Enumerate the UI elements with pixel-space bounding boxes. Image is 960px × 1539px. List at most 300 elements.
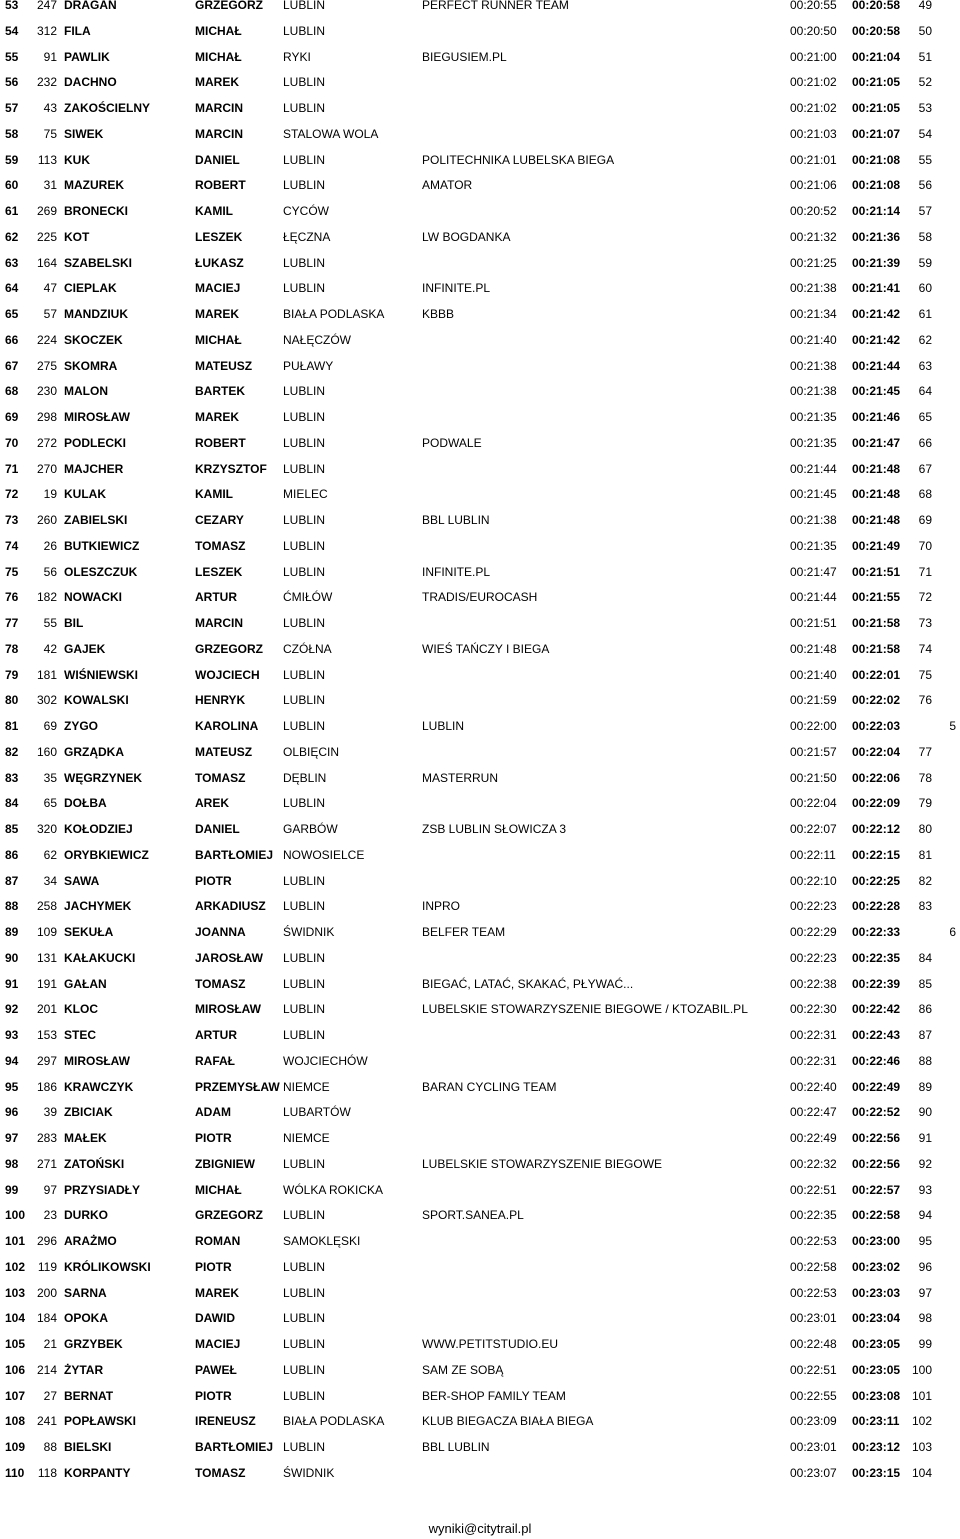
net-time-cell: 00:21:59 xyxy=(790,693,837,708)
table-row xyxy=(0,75,960,95)
first-name-cell: MICHAŁ xyxy=(195,1182,242,1197)
category-position-cell: 5 xyxy=(949,719,956,733)
table-row xyxy=(0,410,960,430)
last-name-cell: KOŁODZIEJ xyxy=(64,822,133,836)
position-cell: 59 xyxy=(5,152,19,167)
first-name-cell: MARCIN xyxy=(195,101,243,115)
first-name-cell: MICHAŁ xyxy=(195,332,242,347)
position-cell: 82 xyxy=(5,744,19,759)
gross-time-cell: 00:22:33 xyxy=(852,925,901,939)
position-cell: 100 xyxy=(5,1208,26,1223)
position-cell: 80 xyxy=(5,693,19,708)
table-row xyxy=(0,1131,960,1151)
net-time-cell: 00:21:44 xyxy=(790,461,837,476)
position-cell: 106 xyxy=(5,1362,26,1377)
category-position-cell: 89 xyxy=(918,1079,932,1094)
table-row xyxy=(0,1363,960,1383)
first-name-cell: JAROSŁAW xyxy=(195,950,264,965)
gross-time-cell: 00:23:05 xyxy=(852,1337,901,1351)
club-cell: BER-SHOP FAMILY TEAM xyxy=(422,1388,566,1403)
last-name-cell: DURKO xyxy=(64,1208,108,1223)
city-cell: WÓLKA ROKICKA xyxy=(283,1182,384,1197)
first-name-cell: ROBERT xyxy=(195,435,246,450)
table-row xyxy=(0,487,960,507)
first-name-cell: HENRYK xyxy=(195,693,246,708)
first-name-cell: KAMIL xyxy=(195,204,233,218)
table-row xyxy=(0,127,960,147)
table-row xyxy=(0,822,960,842)
net-time-cell: 00:21:02 xyxy=(790,75,837,90)
last-name-cell: ORYBKIEWICZ xyxy=(64,847,149,862)
position-cell: 76 xyxy=(5,590,19,605)
position-cell: 87 xyxy=(5,873,19,888)
city-cell: NIEMCE xyxy=(283,1131,330,1145)
gross-time-cell: 00:22:49 xyxy=(852,1079,901,1094)
city-cell: LUBLIN xyxy=(283,1259,326,1274)
category-position-cell: 77 xyxy=(918,744,932,759)
position-cell: 55 xyxy=(5,49,19,64)
gross-time-cell: 00:22:09 xyxy=(852,796,901,811)
category-position-cell: 104 xyxy=(911,1465,932,1480)
gross-time-cell: 00:22:15 xyxy=(852,847,901,862)
position-cell: 64 xyxy=(5,281,19,296)
table-row xyxy=(0,153,960,173)
net-time-cell: 00:23:07 xyxy=(790,1465,837,1480)
bib-number-cell: 269 xyxy=(36,204,57,218)
table-row xyxy=(0,745,960,765)
first-name-cell: PIOTR xyxy=(195,873,232,888)
table-row xyxy=(0,1414,960,1434)
position-cell: 74 xyxy=(5,538,19,553)
city-cell: LUBLIN xyxy=(283,410,326,424)
table-row xyxy=(0,462,960,482)
table-row xyxy=(0,771,960,791)
last-name-cell: SIWEK xyxy=(64,126,104,141)
club-cell: LUBLIN xyxy=(422,719,465,733)
category-position-cell: 92 xyxy=(918,1156,932,1171)
city-cell: LUBLIN xyxy=(283,1156,326,1171)
net-time-cell: 00:20:55 xyxy=(790,0,837,12)
position-cell: 75 xyxy=(5,564,19,579)
category-position-cell: 64 xyxy=(918,384,932,399)
first-name-cell: PAWEŁ xyxy=(195,1362,237,1377)
position-cell: 53 xyxy=(5,0,19,12)
city-cell: MIELEC xyxy=(283,487,328,502)
bib-number-cell: 302 xyxy=(36,693,57,708)
first-name-cell: BARTEK xyxy=(195,384,245,399)
bib-number-cell: 201 xyxy=(36,1002,57,1017)
bib-number-cell: 271 xyxy=(36,1156,57,1171)
table-row xyxy=(0,1028,960,1048)
bib-number-cell: 91 xyxy=(43,49,57,64)
gross-time-cell: 00:22:56 xyxy=(852,1156,901,1171)
city-cell: NAŁĘCZÓW xyxy=(283,332,352,347)
city-cell: LUBLIN xyxy=(283,1208,326,1223)
table-row xyxy=(0,539,960,559)
city-cell: CYCÓW xyxy=(283,204,329,218)
table-row xyxy=(0,796,960,816)
gross-time-cell: 00:21:42 xyxy=(852,307,901,321)
last-name-cell: OPOKA xyxy=(64,1311,109,1326)
bib-number-cell: 186 xyxy=(36,1079,57,1094)
first-name-cell: TOMASZ xyxy=(195,976,246,991)
table-row xyxy=(0,565,960,585)
first-name-cell: DANIEL xyxy=(195,152,240,167)
club-cell: ZSB LUBLIN SŁOWICZA 3 xyxy=(422,822,567,836)
club-cell: AMATOR xyxy=(422,178,473,193)
first-name-cell: BARTŁOMIEJ xyxy=(195,847,273,862)
table-row xyxy=(0,874,960,894)
position-cell: 81 xyxy=(5,719,19,733)
position-cell: 104 xyxy=(5,1311,26,1326)
club-cell: SAM ZE SOBĄ xyxy=(422,1362,504,1377)
position-cell: 98 xyxy=(5,1156,19,1171)
gross-time-cell: 00:21:49 xyxy=(852,538,901,553)
first-name-cell: PIOTR xyxy=(195,1388,232,1403)
net-time-cell: 00:22:58 xyxy=(790,1259,837,1274)
gross-time-cell: 00:23:08 xyxy=(852,1388,901,1403)
city-cell: LUBLIN xyxy=(283,950,326,965)
first-name-cell: IRENEUSZ xyxy=(195,1414,256,1429)
net-time-cell: 00:22:04 xyxy=(790,796,837,811)
last-name-cell: BERNAT xyxy=(64,1388,114,1403)
city-cell: GARBÓW xyxy=(283,822,338,836)
bib-number-cell: 230 xyxy=(36,384,57,399)
first-name-cell: BARTŁOMIEJ xyxy=(195,1440,273,1454)
position-cell: 92 xyxy=(5,1002,19,1017)
last-name-cell: WIŚNIEWSKI xyxy=(64,667,138,682)
category-position-cell: 61 xyxy=(918,307,932,321)
category-position-cell: 50 xyxy=(918,23,932,38)
category-position-cell: 85 xyxy=(918,976,932,991)
bib-number-cell: 260 xyxy=(36,513,57,527)
table-row xyxy=(0,256,960,276)
last-name-cell: ZAKOŚCIELNY xyxy=(64,101,151,115)
net-time-cell: 00:22:07 xyxy=(790,822,837,836)
position-cell: 109 xyxy=(5,1440,26,1454)
first-name-cell: MACIEJ xyxy=(195,281,241,296)
first-name-cell: LESZEK xyxy=(195,229,243,244)
gross-time-cell: 00:22:56 xyxy=(852,1131,901,1145)
table-row xyxy=(0,925,960,945)
table-row xyxy=(0,1183,960,1203)
position-cell: 54 xyxy=(5,23,19,38)
category-position-cell: 72 xyxy=(918,590,932,605)
last-name-cell: PODLECKI xyxy=(64,435,127,450)
net-time-cell: 00:21:44 xyxy=(790,590,837,605)
club-cell: INFINITE.PL xyxy=(422,564,491,579)
city-cell: SAMOKLĘSKI xyxy=(283,1234,361,1248)
last-name-cell: ZYGO xyxy=(64,719,99,733)
bib-number-cell: 35 xyxy=(43,770,57,785)
last-name-cell: MIROSŁAW xyxy=(64,410,130,424)
table-row xyxy=(0,230,960,250)
city-cell: LUBLIN xyxy=(283,1337,326,1351)
city-cell: ĆMIŁÓW xyxy=(283,590,333,605)
city-cell: LUBARTÓW xyxy=(283,1105,351,1120)
first-name-cell: MARCIN xyxy=(195,616,243,630)
club-cell: SPORT.SANEA.PL xyxy=(422,1208,524,1223)
last-name-cell: BIELSKI xyxy=(64,1440,112,1454)
city-cell: LUBLIN xyxy=(283,178,326,193)
first-name-cell: MIROSŁAW xyxy=(195,1002,261,1017)
category-position-cell: 78 xyxy=(918,770,932,785)
gross-time-cell: 00:23:02 xyxy=(852,1259,901,1274)
gross-time-cell: 00:23:00 xyxy=(852,1234,901,1248)
first-name-cell: MAREK xyxy=(195,307,239,321)
last-name-cell: DRAGAN xyxy=(64,0,117,12)
first-name-cell: MAREK xyxy=(195,410,239,424)
city-cell: LUBLIN xyxy=(283,1028,326,1042)
last-name-cell: DOŁBA xyxy=(64,796,107,811)
first-name-cell: WOJCIECH xyxy=(195,667,260,682)
category-position-cell: 83 xyxy=(918,899,932,914)
table-row xyxy=(0,668,960,688)
table-row xyxy=(0,1311,960,1331)
first-name-cell: ŁUKASZ xyxy=(195,255,244,270)
position-cell: 105 xyxy=(5,1337,26,1351)
city-cell: LUBLIN xyxy=(283,1311,326,1326)
net-time-cell: 00:21:38 xyxy=(790,384,837,399)
category-position-cell: 62 xyxy=(918,332,932,347)
city-cell: LUBLIN xyxy=(283,152,326,167)
last-name-cell: KORPANTY xyxy=(64,1465,131,1480)
net-time-cell: 00:21:25 xyxy=(790,255,837,270)
gross-time-cell: 00:21:05 xyxy=(852,75,901,90)
city-cell: LUBLIN xyxy=(283,75,326,90)
category-position-cell: 82 xyxy=(918,873,932,888)
bib-number-cell: 55 xyxy=(43,616,57,630)
gross-time-cell: 00:23:11 xyxy=(852,1414,900,1429)
net-time-cell: 00:23:01 xyxy=(790,1311,837,1326)
category-position-cell: 95 xyxy=(918,1234,932,1248)
last-name-cell: MAŁEK xyxy=(64,1131,107,1145)
club-cell: POLITECHNIKA LUBELSKA BIEGA xyxy=(422,152,615,167)
last-name-cell: OLESZCZUK xyxy=(64,564,138,579)
bib-number-cell: 57 xyxy=(43,307,57,321)
gross-time-cell: 00:22:02 xyxy=(852,693,901,708)
category-position-cell: 93 xyxy=(918,1182,932,1197)
net-time-cell: 00:21:01 xyxy=(790,152,837,167)
last-name-cell: SKOMRA xyxy=(64,358,118,373)
net-time-cell: 00:21:38 xyxy=(790,513,837,527)
city-cell: LUBLIN xyxy=(283,564,326,579)
position-cell: 68 xyxy=(5,384,19,399)
position-cell: 91 xyxy=(5,976,19,991)
first-name-cell: MATEUSZ xyxy=(195,744,253,759)
category-position-cell: 86 xyxy=(918,1002,932,1017)
gross-time-cell: 00:21:51 xyxy=(852,564,901,579)
club-cell: MASTERRUN xyxy=(422,770,499,785)
first-name-cell: ARKADIUSZ xyxy=(195,899,266,914)
position-cell: 102 xyxy=(5,1259,26,1274)
category-position-cell: 58 xyxy=(918,229,932,244)
club-cell: BIEGAĆ, LATAĆ, SKAKAĆ, PŁYWAĆ... xyxy=(422,976,634,991)
category-position-cell: 67 xyxy=(918,461,932,476)
city-cell: LUBLIN xyxy=(283,1002,326,1017)
category-position-cell: 84 xyxy=(918,950,932,965)
bib-number-cell: 75 xyxy=(43,126,57,141)
bib-number-cell: 118 xyxy=(37,1465,57,1480)
bib-number-cell: 21 xyxy=(43,1337,57,1351)
city-cell: LUBLIN xyxy=(283,461,326,476)
gross-time-cell: 00:22:43 xyxy=(852,1028,901,1042)
net-time-cell: 00:21:40 xyxy=(790,332,837,347)
last-name-cell: SKOCZEK xyxy=(64,332,123,347)
position-cell: 58 xyxy=(5,126,19,141)
last-name-cell: ARAŻMO xyxy=(64,1234,117,1248)
last-name-cell: GAŁAN xyxy=(64,976,107,991)
net-time-cell: 00:22:10 xyxy=(790,873,837,888)
net-time-cell: 00:23:09 xyxy=(790,1414,837,1429)
first-name-cell: MICHAŁ xyxy=(195,23,242,38)
net-time-cell: 00:22:29 xyxy=(790,925,837,939)
bib-number-cell: 42 xyxy=(43,641,57,656)
position-cell: 85 xyxy=(5,822,19,836)
table-row xyxy=(0,1260,960,1280)
table-row xyxy=(0,951,960,971)
club-cell: BBL LUBLIN xyxy=(422,1440,490,1454)
first-name-cell: MATEUSZ xyxy=(195,358,253,373)
first-name-cell: DAWID xyxy=(195,1311,235,1326)
city-cell: NIEMCE xyxy=(283,1079,330,1094)
position-cell: 73 xyxy=(5,513,19,527)
last-name-cell: FILA xyxy=(64,23,91,38)
bib-number-cell: 62 xyxy=(43,847,57,862)
city-cell: LUBLIN xyxy=(283,281,326,296)
category-position-cell: 49 xyxy=(918,0,932,12)
position-cell: 77 xyxy=(5,616,19,630)
net-time-cell: 00:22:40 xyxy=(790,1079,837,1094)
net-time-cell: 00:21:40 xyxy=(790,667,837,682)
last-name-cell: KOWALSKI xyxy=(64,693,129,708)
table-row xyxy=(0,24,960,44)
first-name-cell: KRZYSZTOF xyxy=(195,461,267,476)
net-time-cell: 00:21:45 xyxy=(790,487,837,502)
gross-time-cell: 00:21:05 xyxy=(852,101,901,115)
city-cell: LUBLIN xyxy=(283,873,326,888)
last-name-cell: KRÓLIKOWSKI xyxy=(64,1259,151,1274)
category-position-cell: 51 xyxy=(918,49,932,64)
gross-time-cell: 00:22:58 xyxy=(852,1208,901,1223)
position-cell: 99 xyxy=(5,1182,19,1197)
gross-time-cell: 00:23:03 xyxy=(852,1285,901,1300)
position-cell: 71 xyxy=(5,461,19,476)
gross-time-cell: 00:20:58 xyxy=(852,23,901,38)
net-time-cell: 00:22:51 xyxy=(790,1362,837,1377)
bib-number-cell: 131 xyxy=(36,950,57,965)
first-name-cell: TOMASZ xyxy=(195,538,246,553)
category-position-cell: 101 xyxy=(911,1388,932,1403)
net-time-cell: 00:22:48 xyxy=(790,1337,837,1351)
gross-time-cell: 00:21:58 xyxy=(852,616,901,630)
last-name-cell: WĘGRZYNEK xyxy=(64,770,142,785)
first-name-cell: PIOTR xyxy=(195,1259,232,1274)
footer-email[interactable]: wyniki@citytrail.pl xyxy=(428,1521,532,1536)
gross-time-cell: 00:22:35 xyxy=(852,950,901,965)
club-cell: WWW.PETITSTUDIO.EU xyxy=(422,1337,558,1351)
net-time-cell: 00:21:51 xyxy=(790,616,837,630)
position-cell: 83 xyxy=(5,770,19,785)
bib-number-cell: 39 xyxy=(43,1105,57,1120)
city-cell: LUBLIN xyxy=(283,538,326,553)
last-name-cell: KLOC xyxy=(64,1002,98,1017)
last-name-cell: ZATOŃSKI xyxy=(64,1156,125,1171)
category-position-cell: 59 xyxy=(918,255,932,270)
bib-number-cell: 182 xyxy=(36,590,57,605)
first-name-cell: MARCIN xyxy=(195,126,243,141)
gross-time-cell: 00:23:04 xyxy=(852,1311,901,1326)
last-name-cell: SEKUŁA xyxy=(64,925,114,939)
net-time-cell: 00:21:57 xyxy=(790,744,837,759)
city-cell: LUBLIN xyxy=(283,719,326,733)
city-cell: LUBLIN xyxy=(283,1285,326,1300)
gross-time-cell: 00:21:39 xyxy=(852,255,901,270)
bib-number-cell: 298 xyxy=(36,410,57,424)
last-name-cell: GRZYBEK xyxy=(64,1337,123,1351)
last-name-cell: ZBICIAK xyxy=(64,1105,113,1120)
net-time-cell: 00:21:02 xyxy=(790,101,837,115)
last-name-cell: DACHNO xyxy=(64,75,117,90)
first-name-cell: GRZEGORZ xyxy=(195,0,263,12)
gross-time-cell: 00:21:04 xyxy=(852,49,901,64)
club-cell: KLUB BIEGACZA BIAŁA BIEGA xyxy=(422,1414,594,1429)
net-time-cell: 00:22:23 xyxy=(790,950,837,965)
club-cell: LW BOGDANKA xyxy=(422,229,511,244)
bib-number-cell: 34 xyxy=(43,873,57,888)
first-name-cell: LESZEK xyxy=(195,564,243,579)
last-name-cell: BRONECKI xyxy=(64,204,129,218)
club-cell: INFINITE.PL xyxy=(422,281,491,296)
bib-number-cell: 164 xyxy=(36,255,57,270)
city-cell: WOJCIECHÓW xyxy=(283,1053,368,1068)
category-position-cell: 57 xyxy=(918,204,932,218)
bib-number-cell: 27 xyxy=(43,1388,57,1403)
first-name-cell: TOMASZ xyxy=(195,770,246,785)
bib-number-cell: 283 xyxy=(36,1131,57,1145)
first-name-cell: TOMASZ xyxy=(195,1465,246,1480)
city-cell: LUBLIN xyxy=(283,976,326,991)
city-cell: LUBLIN xyxy=(283,101,326,115)
bib-number-cell: 275 xyxy=(36,358,57,373)
last-name-cell: MALON xyxy=(64,384,108,399)
position-cell: 78 xyxy=(5,641,19,656)
gross-time-cell: 00:21:48 xyxy=(852,461,901,476)
net-time-cell: 00:21:06 xyxy=(790,178,837,193)
position-cell: 90 xyxy=(5,950,19,965)
category-position-cell: 68 xyxy=(918,487,932,502)
first-name-cell: MAREK xyxy=(195,75,239,90)
city-cell: LUBLIN xyxy=(283,1362,326,1377)
category-position-cell: 65 xyxy=(918,410,932,424)
city-cell: CZÓŁNA xyxy=(283,641,332,656)
net-time-cell: 00:22:35 xyxy=(790,1208,837,1223)
category-position-cell: 100 xyxy=(911,1362,932,1377)
first-name-cell: MAREK xyxy=(195,1285,239,1300)
bib-number-cell: 224 xyxy=(36,332,57,347)
city-cell: RYKI xyxy=(283,49,311,64)
net-time-cell: 00:22:51 xyxy=(790,1182,837,1197)
last-name-cell: CIEPLAK xyxy=(64,281,117,296)
first-name-cell: DANIEL xyxy=(195,822,240,836)
club-cell: KBBB xyxy=(422,307,455,321)
gross-time-cell: 00:21:08 xyxy=(852,152,901,167)
category-position-cell: 6 xyxy=(949,925,956,939)
category-position-cell: 96 xyxy=(918,1259,932,1274)
table-row xyxy=(0,616,960,636)
position-cell: 57 xyxy=(5,101,19,115)
category-position-cell: 102 xyxy=(911,1414,932,1429)
